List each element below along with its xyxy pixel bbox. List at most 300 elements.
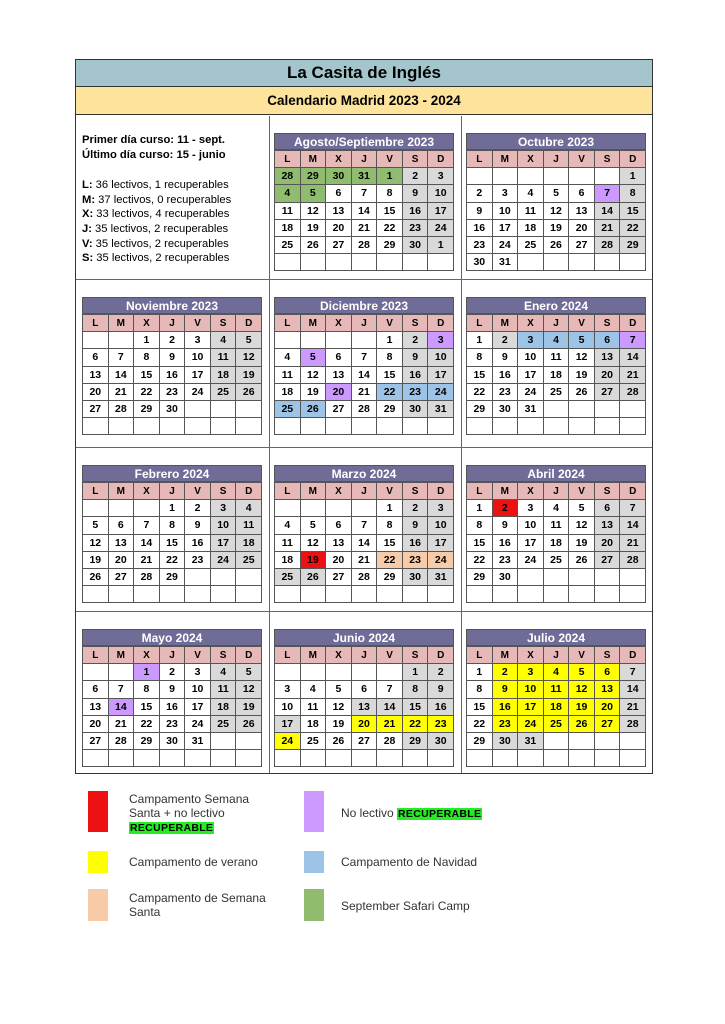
day-cell: 30 [160, 733, 186, 750]
empty-cell [569, 401, 595, 418]
day-cell: 3 [428, 332, 454, 349]
empty-cell [595, 401, 621, 418]
day-cell: 18 [544, 535, 570, 552]
weekday-header: X [518, 151, 544, 168]
day-cell: 27 [326, 401, 352, 418]
empty-cell [275, 500, 301, 517]
day-cell: 27 [595, 552, 621, 569]
weekday-header: S [403, 151, 429, 168]
empty-cell [160, 586, 186, 603]
empty-cell [518, 750, 544, 767]
day-cell: 18 [236, 535, 262, 552]
empty-cell [428, 586, 454, 603]
empty-cell [134, 586, 160, 603]
weekday-header: V [377, 151, 403, 168]
month-title: Junio 2024 [274, 629, 454, 646]
empty-cell [467, 750, 493, 767]
day-cell: 29 [467, 733, 493, 750]
month-title: Febrero 2024 [82, 465, 262, 482]
day-cell: 30 [403, 401, 429, 418]
day-cell: 11 [275, 203, 301, 220]
day-cell: 20 [595, 699, 621, 716]
day-cell: 10 [275, 699, 301, 716]
day-cell: 1 [377, 332, 403, 349]
month-grid [82, 646, 262, 767]
month-calendar [82, 297, 262, 435]
empty-cell [493, 586, 519, 603]
empty-cell [518, 254, 544, 271]
empty-cell [275, 664, 301, 681]
weekday-header: D [428, 151, 454, 168]
month-title: Julio 2024 [466, 629, 646, 646]
day-cell: 22 [134, 384, 160, 401]
day-cell: 23 [428, 716, 454, 733]
day-cell: 13 [595, 681, 621, 698]
weekday-header: M [109, 647, 135, 664]
day-cell: 20 [326, 552, 352, 569]
day-cell: 29 [377, 569, 403, 586]
empty-cell [236, 569, 262, 586]
empty-cell [493, 750, 519, 767]
day-cell: 10 [518, 681, 544, 698]
day-cell: 13 [352, 699, 378, 716]
day-cell: 28 [109, 401, 135, 418]
weekday-header: L [275, 647, 301, 664]
empty-cell [569, 569, 595, 586]
empty-cell [467, 168, 493, 185]
day-cell: 11 [236, 517, 262, 534]
day-cell: 7 [620, 664, 646, 681]
day-cell: 7 [352, 517, 378, 534]
month-calendar [466, 465, 646, 603]
empty-cell [620, 750, 646, 767]
day-cell: 5 [301, 517, 327, 534]
day-cell: 31 [428, 401, 454, 418]
day-cell: 26 [569, 716, 595, 733]
day-cell: 29 [134, 401, 160, 418]
day-cell: 2 [403, 168, 429, 185]
empty-cell [428, 254, 454, 271]
empty-cell [275, 586, 301, 603]
day-cell: 20 [83, 384, 109, 401]
empty-cell [595, 733, 621, 750]
day-cell: 22 [377, 552, 403, 569]
day-cell: 12 [569, 349, 595, 366]
weekday-header: L [467, 483, 493, 500]
day-cell: 11 [275, 367, 301, 384]
legend-swatch-red [88, 791, 108, 832]
empty-cell [301, 418, 327, 435]
day-cell: 8 [160, 517, 186, 534]
weekday-header: L [275, 315, 301, 332]
day-cell: 6 [595, 332, 621, 349]
day-cell: 16 [160, 699, 186, 716]
day-cell: 12 [569, 681, 595, 698]
weekday-header: L [467, 647, 493, 664]
day-cell: 12 [236, 349, 262, 366]
empty-cell [211, 569, 237, 586]
weekday-header: J [160, 315, 186, 332]
day-cell: 24 [211, 552, 237, 569]
day-cell: 19 [301, 552, 327, 569]
month-grid [466, 646, 646, 767]
day-cell: 7 [109, 681, 135, 698]
day-cell: 7 [109, 349, 135, 366]
day-cell: 16 [493, 535, 519, 552]
empty-cell [83, 500, 109, 517]
empty-cell [83, 418, 109, 435]
empty-cell [83, 332, 109, 349]
empty-cell [428, 750, 454, 767]
day-cell: 24 [518, 384, 544, 401]
empty-cell [352, 586, 378, 603]
day-cell: 17 [428, 203, 454, 220]
month-calendar [274, 133, 454, 271]
day-cell: 17 [518, 367, 544, 384]
month-calendar [82, 465, 262, 603]
empty-cell [185, 401, 211, 418]
day-cell: 8 [467, 517, 493, 534]
day-cell: 23 [185, 552, 211, 569]
weekday-header: M [493, 315, 519, 332]
empty-cell [352, 418, 378, 435]
day-cell: 9 [160, 349, 186, 366]
day-cell: 23 [493, 552, 519, 569]
day-cell: 10 [428, 517, 454, 534]
day-cell: 14 [352, 203, 378, 220]
day-cell: 21 [595, 220, 621, 237]
empty-cell [109, 332, 135, 349]
day-cell: 31 [493, 254, 519, 271]
day-cell: 7 [352, 349, 378, 366]
empty-cell [544, 168, 570, 185]
day-cell: 21 [620, 699, 646, 716]
empty-cell [377, 418, 403, 435]
weekday-header: M [301, 315, 327, 332]
weekday-header: J [352, 647, 378, 664]
empty-cell [109, 418, 135, 435]
legend-swatch-yellow [88, 851, 108, 873]
empty-cell [377, 586, 403, 603]
day-cell: 20 [352, 716, 378, 733]
day-cell: 13 [83, 699, 109, 716]
empty-cell [620, 569, 646, 586]
day-cell: 26 [236, 716, 262, 733]
day-cell: 2 [403, 500, 429, 517]
empty-cell [544, 586, 570, 603]
empty-cell [544, 750, 570, 767]
month-grid [274, 314, 454, 435]
empty-cell [595, 750, 621, 767]
day-cell: 10 [493, 203, 519, 220]
day-cell: 17 [428, 367, 454, 384]
empty-cell [403, 418, 429, 435]
grid-divider [76, 279, 652, 280]
day-cell: 10 [428, 349, 454, 366]
day-cell: 12 [544, 203, 570, 220]
empty-cell [109, 586, 135, 603]
day-cell: 15 [467, 367, 493, 384]
weekday-header: X [518, 315, 544, 332]
day-cell: 17 [185, 699, 211, 716]
weekday-header: X [134, 315, 160, 332]
day-cell: 24 [185, 384, 211, 401]
empty-cell [620, 418, 646, 435]
day-cell: 30 [467, 254, 493, 271]
day-cell: 19 [569, 367, 595, 384]
day-cell: 14 [620, 517, 646, 534]
legend-item-summer-camp: Campamento de verano [88, 851, 258, 873]
day-cell: 28 [620, 716, 646, 733]
day-cell: 23 [493, 716, 519, 733]
weekday-header: S [211, 483, 237, 500]
day-cell: 22 [377, 220, 403, 237]
day-cell: 4 [544, 500, 570, 517]
calendar-title: La Casita de Inglés [76, 60, 652, 87]
day-cell: 27 [326, 569, 352, 586]
day-cell: 14 [352, 535, 378, 552]
day-cell: 10 [185, 349, 211, 366]
day-cell: 7 [595, 185, 621, 202]
day-cell: 28 [595, 237, 621, 254]
day-cell: 27 [595, 384, 621, 401]
empty-cell [620, 401, 646, 418]
empty-cell [211, 750, 237, 767]
day-cell: 26 [301, 237, 327, 254]
day-cell: 7 [377, 681, 403, 698]
empty-cell [403, 254, 429, 271]
empty-cell [301, 254, 327, 271]
weekday-header: X [326, 647, 352, 664]
day-cell: 6 [109, 517, 135, 534]
weekday-header: V [377, 315, 403, 332]
month-grid [274, 646, 454, 767]
day-cell: 9 [403, 349, 429, 366]
day-cell: 9 [467, 203, 493, 220]
day-cell: 25 [211, 716, 237, 733]
day-cell: 26 [83, 569, 109, 586]
day-cell: 12 [301, 535, 327, 552]
empty-cell [403, 750, 429, 767]
day-cell: 30 [493, 569, 519, 586]
month-title: Abril 2024 [466, 465, 646, 482]
day-cell: 17 [518, 535, 544, 552]
empty-cell [352, 750, 378, 767]
month-grid [466, 482, 646, 603]
empty-cell [377, 254, 403, 271]
day-cell: 3 [493, 185, 519, 202]
day-cell: 26 [569, 552, 595, 569]
empty-cell [569, 418, 595, 435]
day-cell: 9 [428, 681, 454, 698]
day-cell: 4 [275, 517, 301, 534]
day-cell: 11 [211, 349, 237, 366]
weekday-header: V [569, 647, 595, 664]
day-cell: 11 [518, 203, 544, 220]
day-cell: 31 [518, 733, 544, 750]
day-cell: 4 [544, 664, 570, 681]
day-cell: 14 [377, 699, 403, 716]
day-cell: 9 [493, 517, 519, 534]
empty-cell [185, 569, 211, 586]
empty-cell [377, 750, 403, 767]
day-cell: 15 [403, 699, 429, 716]
day-cell: 17 [275, 716, 301, 733]
day-cell: 1 [467, 332, 493, 349]
day-cell: 30 [160, 401, 186, 418]
day-cell: 13 [83, 367, 109, 384]
empty-cell [301, 750, 327, 767]
day-cell: 25 [518, 237, 544, 254]
day-cell: 22 [403, 716, 429, 733]
day-cell: 3 [518, 500, 544, 517]
weekday-header: J [544, 647, 570, 664]
day-cell: 4 [211, 332, 237, 349]
day-cell: 13 [326, 367, 352, 384]
day-cell: 17 [518, 699, 544, 716]
weekday-header: L [275, 151, 301, 168]
weekday-header: J [352, 151, 378, 168]
legend-item-safari-camp: September Safari Camp [304, 889, 470, 921]
empty-cell [275, 418, 301, 435]
empty-cell [326, 418, 352, 435]
empty-cell [569, 254, 595, 271]
day-cell: 24 [185, 716, 211, 733]
day-cell: 21 [352, 384, 378, 401]
day-cell: 29 [467, 569, 493, 586]
empty-cell [160, 750, 186, 767]
day-cell: 6 [569, 185, 595, 202]
day-cell: 17 [428, 535, 454, 552]
day-cell: 20 [595, 367, 621, 384]
weekday-header: X [134, 647, 160, 664]
weekday-header: V [377, 647, 403, 664]
day-cell: 27 [352, 733, 378, 750]
day-cell: 9 [185, 517, 211, 534]
weekday-header: L [467, 151, 493, 168]
empty-cell [352, 500, 378, 517]
day-cell: 30 [403, 237, 429, 254]
day-cell: 26 [236, 384, 262, 401]
empty-cell [134, 500, 160, 517]
weekday-header: L [467, 315, 493, 332]
legend-swatch-purple [304, 791, 324, 832]
grid-divider [461, 116, 462, 773]
day-cell: 7 [620, 500, 646, 517]
day-cell: 22 [467, 716, 493, 733]
day-cell: 15 [377, 367, 403, 384]
day-cell: 15 [467, 535, 493, 552]
day-cell: 2 [403, 332, 429, 349]
stat-line: J: 35 lectivos, 2 recuperables [82, 222, 229, 235]
weekday-header: D [236, 315, 262, 332]
day-cell: 9 [403, 517, 429, 534]
day-cell: 5 [569, 664, 595, 681]
day-cell: 3 [518, 664, 544, 681]
day-cell: 3 [185, 332, 211, 349]
day-cell: 19 [236, 367, 262, 384]
day-cell: 11 [275, 535, 301, 552]
empty-cell [493, 418, 519, 435]
weekday-header: V [569, 483, 595, 500]
legend-swatch-green [304, 889, 324, 921]
day-cell: 16 [403, 535, 429, 552]
empty-cell [275, 254, 301, 271]
day-cell: 15 [620, 203, 646, 220]
day-cell: 3 [185, 664, 211, 681]
stat-line: S: 35 lectivos, 2 recuperables [82, 252, 230, 265]
stat-line: X: 33 lectivos, 4 recuperables [82, 208, 230, 221]
month-calendar [274, 629, 454, 767]
weekday-header: L [275, 483, 301, 500]
empty-cell [493, 168, 519, 185]
month-title: Enero 2024 [466, 297, 646, 314]
day-cell: 28 [352, 569, 378, 586]
day-cell: 14 [109, 699, 135, 716]
weekday-header: M [301, 483, 327, 500]
grid-divider [76, 611, 652, 612]
day-cell: 13 [109, 535, 135, 552]
empty-cell [326, 664, 352, 681]
empty-cell [544, 569, 570, 586]
empty-cell [467, 418, 493, 435]
day-cell: 20 [83, 716, 109, 733]
weekday-header: L [83, 647, 109, 664]
day-cell: 28 [620, 552, 646, 569]
legend-item-easter-camp: Campamento de Semana Santa [88, 889, 266, 921]
day-cell: 2 [428, 664, 454, 681]
empty-cell [275, 332, 301, 349]
day-cell: 6 [326, 517, 352, 534]
weekday-header: S [595, 315, 621, 332]
day-cell: 8 [134, 681, 160, 698]
day-cell: 3 [428, 500, 454, 517]
empty-cell [185, 418, 211, 435]
day-cell: 23 [160, 716, 186, 733]
day-cell: 11 [544, 681, 570, 698]
month-calendar [82, 629, 262, 767]
day-cell: 10 [518, 517, 544, 534]
day-cell: 14 [620, 681, 646, 698]
empty-cell [236, 401, 262, 418]
day-cell: 1 [620, 168, 646, 185]
day-cell: 28 [352, 401, 378, 418]
day-cell: 31 [428, 569, 454, 586]
stat-line: M: 37 lectivos, 0 recuperables [82, 193, 232, 206]
day-cell: 15 [467, 699, 493, 716]
empty-cell [569, 586, 595, 603]
day-cell: 28 [620, 384, 646, 401]
empty-cell [352, 664, 378, 681]
empty-cell [134, 418, 160, 435]
empty-cell [569, 733, 595, 750]
month-title: Marzo 2024 [274, 465, 454, 482]
weekday-header: V [185, 483, 211, 500]
month-calendar [466, 629, 646, 767]
day-cell: 1 [377, 500, 403, 517]
weekday-header: V [185, 315, 211, 332]
day-cell: 14 [109, 367, 135, 384]
day-cell: 6 [595, 664, 621, 681]
day-cell: 15 [377, 535, 403, 552]
empty-cell [326, 586, 352, 603]
empty-cell [236, 750, 262, 767]
weekday-header: L [83, 315, 109, 332]
weekday-header: J [352, 483, 378, 500]
day-cell: 3 [428, 168, 454, 185]
day-cell: 22 [467, 384, 493, 401]
empty-cell [518, 168, 544, 185]
